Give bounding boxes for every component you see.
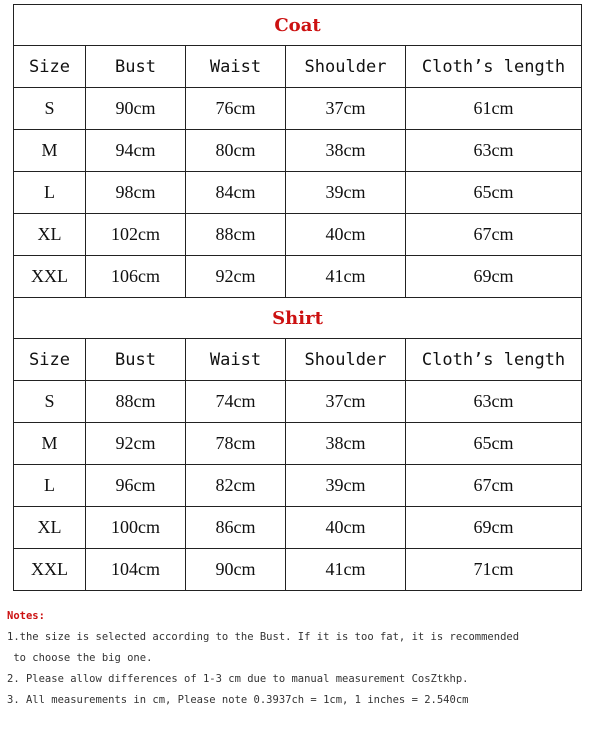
coat-title: Coat <box>14 5 582 46</box>
note-line: 3. All measurements in cm, Please note 0.3937ch = 1cm, 1 inches = 2.540cm <box>7 694 469 706</box>
table-cell: 40cm <box>286 214 406 256</box>
table-row <box>14 423 582 465</box>
table-cell: L <box>14 172 86 214</box>
table-row <box>14 256 582 298</box>
notes-label: Notes: <box>7 610 45 622</box>
coat-header-row <box>14 46 582 88</box>
table-cell: 96cm <box>86 465 186 507</box>
table-row <box>14 381 582 423</box>
size-chart <box>13 4 581 591</box>
table-cell: 67cm <box>406 214 582 256</box>
column-header: Shoulder <box>286 339 406 381</box>
table-cell: S <box>14 381 86 423</box>
table-cell: 78cm <box>186 423 286 465</box>
note-line: to choose the big one. <box>7 652 153 664</box>
table-cell: 80cm <box>186 130 286 172</box>
table-cell: 82cm <box>186 465 286 507</box>
notes-section <box>7 610 587 715</box>
column-header: Cloth’s length <box>406 46 582 88</box>
column-header: Bust <box>86 46 186 88</box>
table-row <box>14 507 582 549</box>
table-cell: 38cm <box>286 423 406 465</box>
table-cell: 88cm <box>86 381 186 423</box>
table-row <box>14 214 582 256</box>
table-cell: 40cm <box>286 507 406 549</box>
table-cell: 65cm <box>406 172 582 214</box>
table-cell: 92cm <box>86 423 186 465</box>
table-cell: 39cm <box>286 465 406 507</box>
table-row <box>14 465 582 507</box>
column-header: Shoulder <box>286 46 406 88</box>
table-row <box>14 130 582 172</box>
table-cell: 92cm <box>186 256 286 298</box>
table-cell: 104cm <box>86 549 186 591</box>
table-row <box>14 88 582 130</box>
note-line: 1.the size is selected according to the Bust. If it is too fat, it is recommended <box>7 631 520 643</box>
coat-title-row <box>14 5 582 46</box>
column-header: Size <box>14 339 86 381</box>
table-row <box>14 549 582 591</box>
table-cell: 90cm <box>186 549 286 591</box>
table-cell: 41cm <box>286 256 406 298</box>
table-cell: XL <box>14 507 86 549</box>
table-cell: 41cm <box>286 549 406 591</box>
shirt-header-row <box>14 339 582 381</box>
table-cell: 76cm <box>186 88 286 130</box>
table-cell: 63cm <box>406 130 582 172</box>
column-header: Size <box>14 46 86 88</box>
table-cell: 98cm <box>86 172 186 214</box>
table-cell: 88cm <box>186 214 286 256</box>
table-cell: 69cm <box>406 256 582 298</box>
table-cell: 102cm <box>86 214 186 256</box>
table-cell: 61cm <box>406 88 582 130</box>
column-header: Cloth’s length <box>406 339 582 381</box>
table-cell: M <box>14 423 86 465</box>
table-cell: 69cm <box>406 507 582 549</box>
table-cell: M <box>14 130 86 172</box>
table-cell: 86cm <box>186 507 286 549</box>
table-cell: 39cm <box>286 172 406 214</box>
table-cell: 37cm <box>286 88 406 130</box>
table-cell: 37cm <box>286 381 406 423</box>
table-cell: XXL <box>14 256 86 298</box>
table-cell: 65cm <box>406 423 582 465</box>
table-cell: 100cm <box>86 507 186 549</box>
table-cell: 71cm <box>406 549 582 591</box>
shirt-title-row <box>14 298 582 339</box>
table-cell: 94cm <box>86 130 186 172</box>
table-cell: 90cm <box>86 88 186 130</box>
column-header: Bust <box>86 339 186 381</box>
table-cell: XL <box>14 214 86 256</box>
table-cell: S <box>14 88 86 130</box>
column-header: Waist <box>186 46 286 88</box>
shirt-title: Shirt <box>14 298 582 339</box>
table-cell: 84cm <box>186 172 286 214</box>
size-table <box>13 4 582 591</box>
table-cell: 38cm <box>286 130 406 172</box>
table-cell: 67cm <box>406 465 582 507</box>
table-cell: XXL <box>14 549 86 591</box>
table-cell: 106cm <box>86 256 186 298</box>
table-cell: L <box>14 465 86 507</box>
note-line: 2. Please allow differences of 1-3 cm due to manual measurement CosZtkhp. <box>7 673 469 685</box>
table-cell: 74cm <box>186 381 286 423</box>
table-row <box>14 172 582 214</box>
table-cell: 63cm <box>406 381 582 423</box>
column-header: Waist <box>186 339 286 381</box>
